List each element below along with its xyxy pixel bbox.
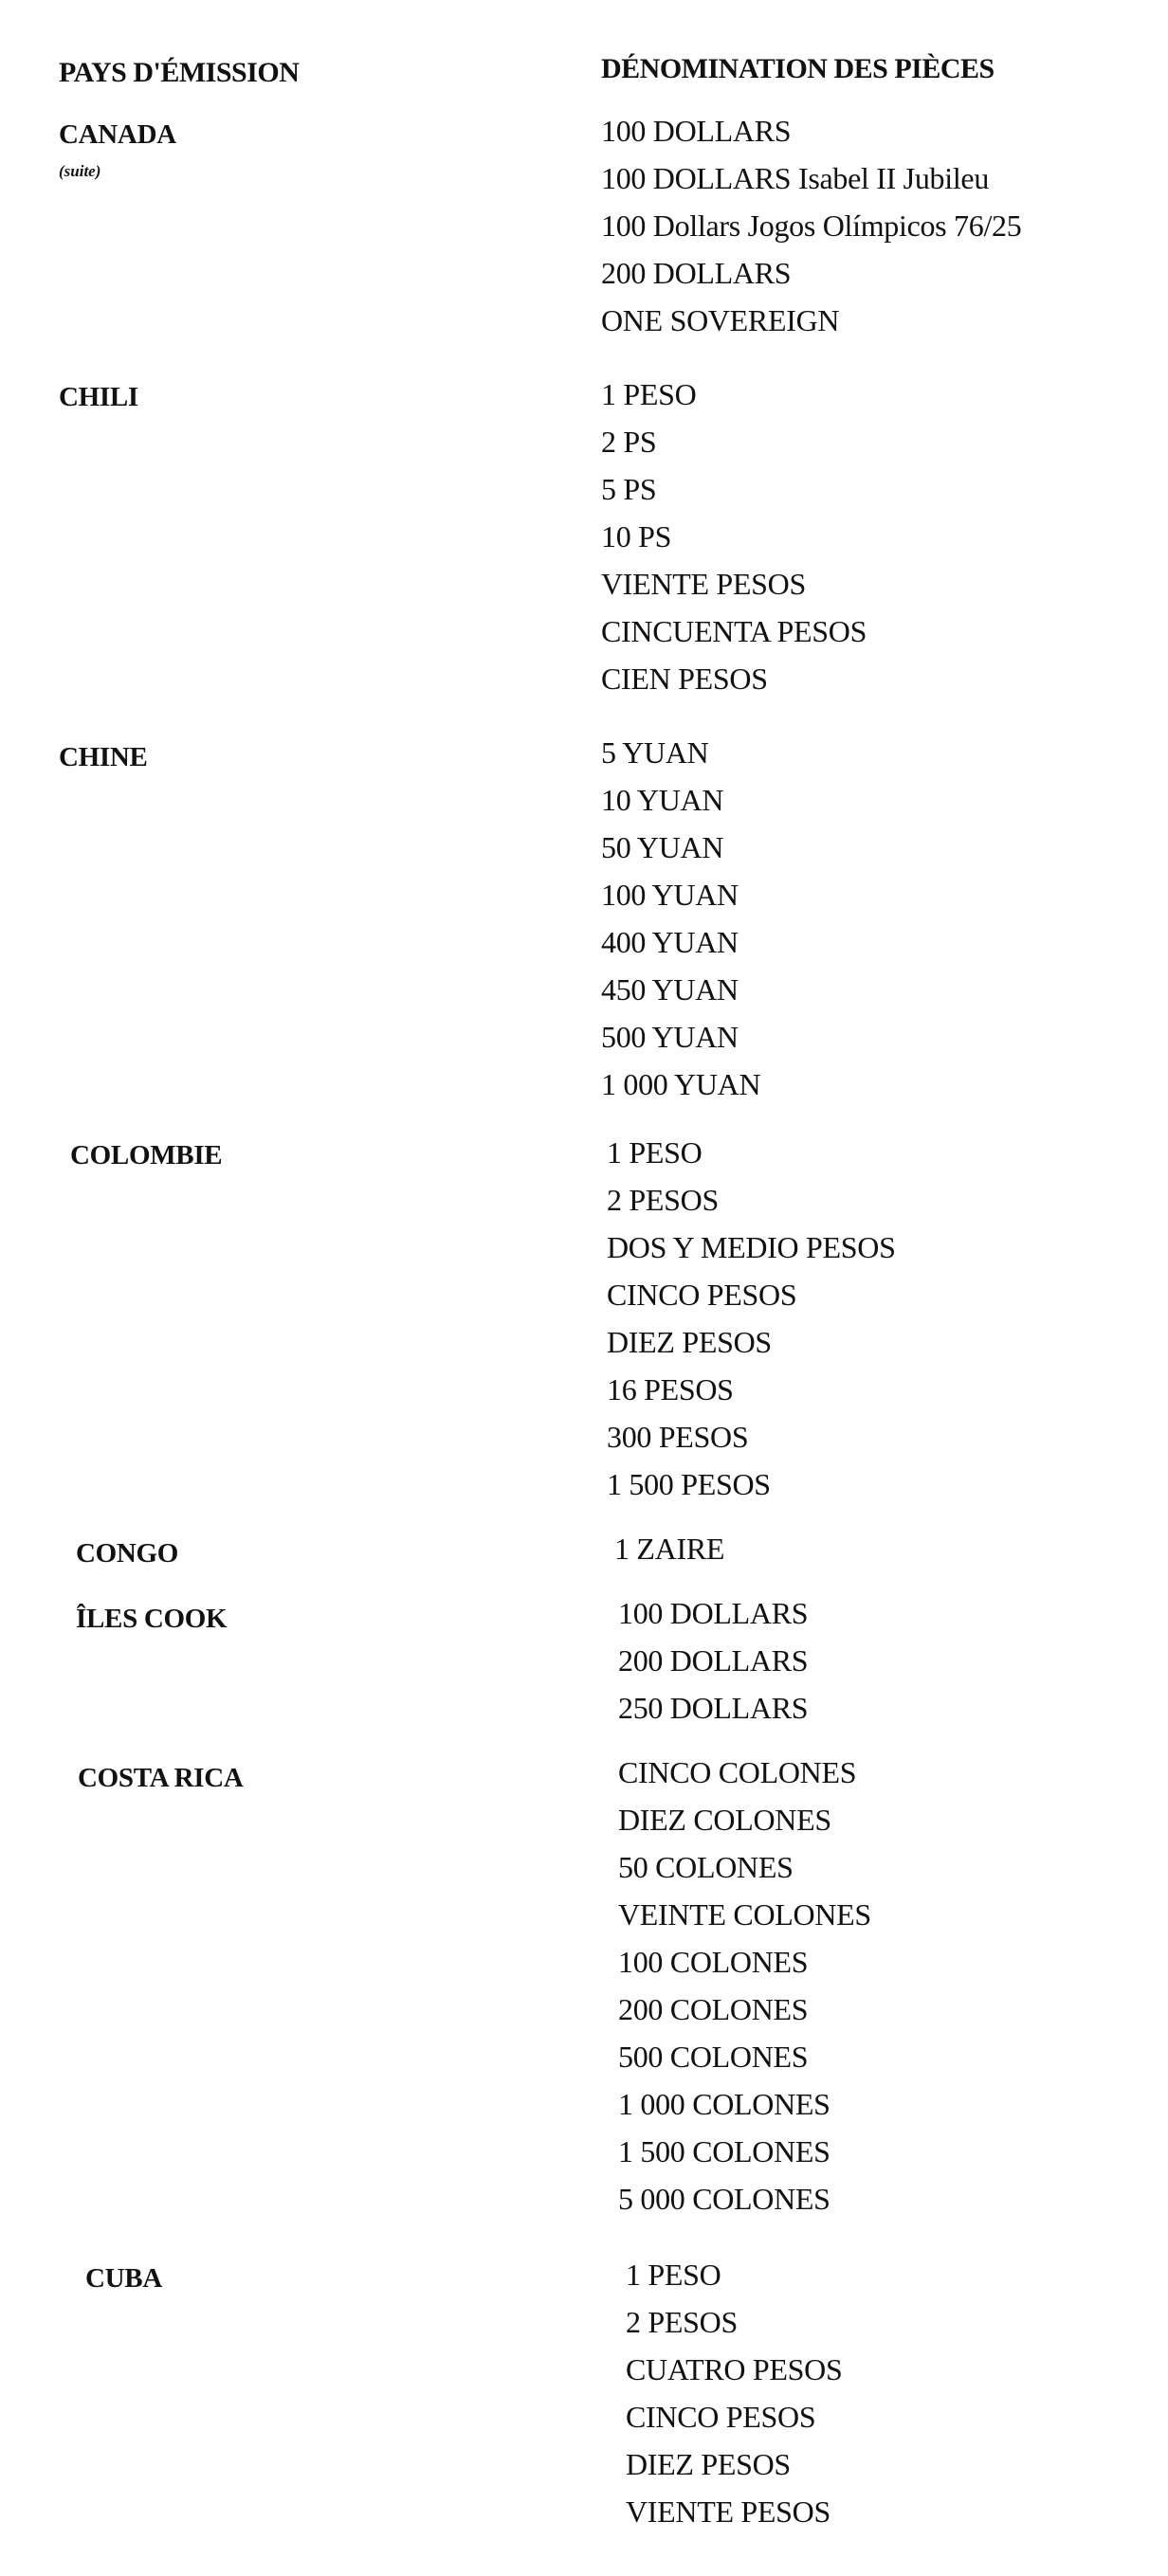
denomination-item: 10 PS <box>601 519 672 553</box>
country-note: (suite) <box>59 162 101 180</box>
denomination-item: 100 DOLLARS <box>601 114 792 148</box>
country-name: CUBA <box>85 2263 162 2294</box>
denomination-item: 100 COLONES <box>618 1945 809 1979</box>
denomination-item: DIEZ PESOS <box>607 1325 772 1359</box>
denomination-item: 1 PESO <box>601 377 697 411</box>
country-name: CHILI <box>59 382 138 412</box>
denomination-item: CINCO PESOS <box>626 2400 816 2434</box>
denomination-item: 1 PESO <box>626 2258 721 2292</box>
country-name: CONGO <box>76 1538 179 1569</box>
denomination-item: 200 DOLLARS <box>601 256 792 290</box>
denomination-item: 500 YUAN <box>601 1020 739 1054</box>
denomination-item: 50 COLONES <box>618 1850 794 1884</box>
denomination-item: 1 000 COLONES <box>618 2087 830 2121</box>
denomination-item: 400 YUAN <box>601 925 739 959</box>
denomination-item: 100 DOLLARS Isabel II Jubileu <box>601 161 990 195</box>
denomination-item: 450 YUAN <box>601 972 739 1007</box>
country-name: CHINE <box>59 742 148 772</box>
denomination-item: 1 500 COLONES <box>618 2134 830 2168</box>
denomination-item: 5 000 COLONES <box>618 2182 830 2216</box>
denomination-item: 500 COLONES <box>618 2040 809 2074</box>
denomination-item: 200 COLONES <box>618 1992 809 2026</box>
denomination-item: DIEZ PESOS <box>626 2447 791 2481</box>
denomination-item: DOS Y MEDIO PESOS <box>607 1230 896 1264</box>
denomination-item: VIENTE PESOS <box>626 2494 830 2529</box>
denomination-item: VIENTE PESOS <box>601 567 806 601</box>
denomination-item: 16 PESOS <box>607 1372 734 1406</box>
denomination-item: 5 YUAN <box>601 735 709 770</box>
denomination-item: 2 PESOS <box>626 2305 738 2339</box>
denomination-item: CINCO PESOS <box>607 1278 797 1312</box>
denomination-item: 100 YUAN <box>601 878 739 912</box>
denomination-item: VEINTE COLONES <box>618 1897 871 1932</box>
denomination-item: 100 DOLLARS <box>618 1596 809 1630</box>
denomination-item: 50 YUAN <box>601 830 724 864</box>
denomination-item: ONE SOVEREIGN <box>601 303 840 337</box>
denomination-item: CINCUENTA PESOS <box>601 614 867 648</box>
denomination-column-header: DÉNOMINATION DES PIÈCES <box>601 53 995 84</box>
denomination-item: 5 PS <box>601 472 657 506</box>
denomination-item: 200 DOLLARS <box>618 1643 809 1678</box>
denomination-item: 100 Dollars Jogos Olímpicos 76/25 <box>601 209 1022 243</box>
country-name: COSTA RICA <box>78 1763 244 1793</box>
denomination-item: DIEZ COLONES <box>618 1803 831 1837</box>
denomination-item: 1 ZAIRE <box>614 1532 725 1566</box>
denomination-item: 1 000 YUAN <box>601 1067 761 1101</box>
denomination-item: CINCO COLONES <box>618 1755 857 1789</box>
denomination-item: 1 PESO <box>607 1135 703 1170</box>
country-name: ÎLES COOK <box>76 1604 228 1634</box>
denomination-item: 2 PS <box>601 425 657 459</box>
country-name: COLOMBIE <box>70 1140 223 1170</box>
denomination-item: 300 PESOS <box>607 1420 749 1454</box>
country-name: CANADA <box>59 119 176 150</box>
denomination-item: CUATRO PESOS <box>626 2352 843 2386</box>
denomination-item: 10 YUAN <box>601 783 724 817</box>
denomination-item: 250 DOLLARS <box>618 1691 809 1725</box>
country-column-header: PAYS D'ÉMISSION <box>59 57 300 88</box>
denomination-item: 2 PESOS <box>607 1183 719 1217</box>
denomination-item: CIEN PESOS <box>601 662 768 696</box>
denomination-item: 1 500 PESOS <box>607 1467 771 1501</box>
